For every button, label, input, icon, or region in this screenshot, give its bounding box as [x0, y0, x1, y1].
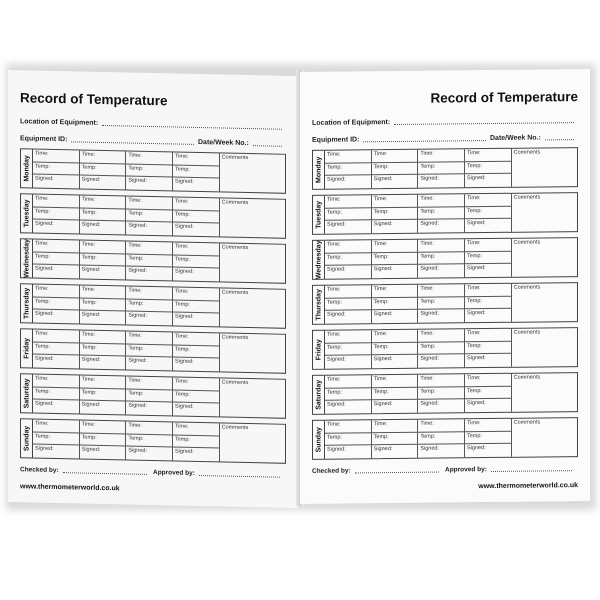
- time-cell[interactable]: Time:: [80, 421, 127, 435]
- time-cell[interactable]: Time:: [126, 376, 173, 390]
- day-block: [312, 327, 578, 370]
- time-cell[interactable]: Time:: [418, 284, 465, 297]
- temp-cell[interactable]: Temp:: [325, 343, 372, 356]
- time-cell[interactable]: Time:: [372, 330, 419, 343]
- signed-cell[interactable]: Signed:: [372, 175, 419, 188]
- time-cell[interactable]: Time:: [80, 331, 127, 345]
- comments-cell[interactable]: Comments: [513, 194, 541, 201]
- day-label: [313, 241, 325, 279]
- time-cell[interactable]: Time:: [465, 284, 512, 297]
- temp-cell[interactable]: Temp:: [372, 342, 419, 355]
- signoff-row: Checked by: Approved by:: [312, 462, 578, 475]
- day-list: [312, 147, 578, 460]
- signed-cell[interactable]: Signed:: [173, 403, 220, 417]
- signed-cell[interactable]: Signed:: [325, 176, 372, 189]
- day-label: [21, 239, 33, 277]
- day-block: [20, 328, 286, 374]
- time-cell[interactable]: Time:: [33, 195, 80, 209]
- time-cell[interactable]: Time:: [173, 287, 220, 301]
- time-cell[interactable]: Time:: [372, 240, 419, 253]
- temp-cell[interactable]: Temp:: [173, 300, 220, 314]
- page-title: Record of Temperature: [430, 89, 578, 106]
- time-cell[interactable]: Time:: [418, 374, 465, 387]
- signed-cell[interactable]: Signed:: [465, 264, 512, 277]
- signed-cell[interactable]: Signed:: [325, 221, 372, 234]
- signed-cell[interactable]: Signed:: [80, 311, 127, 325]
- day-name: Thursday: [315, 289, 322, 321]
- comments-cell[interactable]: Comments: [513, 284, 541, 291]
- temp-cell[interactable]: Temp:: [325, 253, 372, 266]
- approved-input[interactable]: [491, 464, 572, 472]
- signed-cell[interactable]: Signed:: [80, 401, 127, 415]
- signed-cell[interactable]: Signed:: [372, 220, 419, 233]
- day-block: [20, 283, 286, 329]
- time-cell[interactable]: Time:: [33, 330, 80, 344]
- temp-cell[interactable]: Temp:: [126, 254, 173, 268]
- temp-cell[interactable]: Temp:: [80, 388, 127, 402]
- time-cell[interactable]: Time:: [33, 285, 80, 299]
- temp-cell[interactable]: Temp:: [80, 343, 127, 357]
- reading-grid: [33, 240, 285, 283]
- signed-cell[interactable]: Signed:: [465, 174, 512, 187]
- temp-cell[interactable]: Temp:: [465, 386, 512, 399]
- time-cell[interactable]: Time:: [372, 420, 419, 433]
- temp-cell[interactable]: Temp:: [126, 164, 173, 178]
- location-input[interactable]: [394, 116, 574, 125]
- reading-grid: [33, 420, 285, 463]
- time-cell[interactable]: Time:: [173, 332, 220, 346]
- temp-cell[interactable]: Temp:: [80, 208, 127, 222]
- signed-cell[interactable]: Signed:: [465, 354, 512, 367]
- signed-cell[interactable]: Signed:: [418, 220, 465, 233]
- signed-cell[interactable]: Signed:: [80, 266, 127, 280]
- signed-cell[interactable]: Signed:: [33, 445, 80, 459]
- time-cell[interactable]: Time:: [418, 149, 465, 162]
- day-label: [313, 151, 325, 189]
- signed-cell[interactable]: Signed:: [465, 444, 512, 457]
- signed-cell[interactable]: Signed:: [80, 176, 127, 190]
- reading-grid: [325, 418, 577, 459]
- location-input[interactable]: [102, 119, 282, 130]
- comments-cell[interactable]: Comments: [221, 199, 249, 207]
- temp-cell[interactable]: Temp:: [465, 161, 512, 174]
- day-name: Tuesday: [23, 199, 30, 228]
- signed-cell[interactable]: Signed:: [80, 221, 127, 235]
- day-name: Saturday: [315, 379, 322, 410]
- temp-cell[interactable]: Temp:: [33, 252, 80, 266]
- time-cell[interactable]: Time:: [33, 150, 80, 164]
- day-name: Saturday: [23, 378, 30, 409]
- temp-cell[interactable]: Temp:: [173, 165, 220, 179]
- time-cell[interactable]: Time:: [418, 239, 465, 252]
- temp-cell[interactable]: Temp:: [126, 299, 173, 313]
- time-cell[interactable]: Time:: [173, 152, 220, 166]
- comments-cell[interactable]: Comments: [513, 374, 541, 381]
- time-cell[interactable]: Time:: [80, 196, 127, 210]
- comments-cell[interactable]: Comments: [221, 424, 249, 432]
- checked-input[interactable]: [355, 466, 439, 474]
- time-cell[interactable]: Time:: [173, 422, 220, 436]
- temp-cell[interactable]: Temp:: [418, 207, 465, 220]
- temp-cell[interactable]: Temp:: [325, 163, 372, 176]
- temp-cell[interactable]: Temp:: [372, 162, 419, 175]
- signed-cell[interactable]: Signed:: [418, 265, 465, 278]
- temp-cell[interactable]: Temp:: [80, 163, 127, 177]
- equipment-input[interactable]: [71, 135, 194, 145]
- temp-cell[interactable]: Temp:: [325, 208, 372, 221]
- time-cell[interactable]: Time:: [372, 150, 419, 163]
- signed-cell[interactable]: Signed:: [325, 446, 372, 459]
- temp-cell[interactable]: Temp:: [465, 206, 512, 219]
- temp-cell[interactable]: Temp:: [173, 255, 220, 269]
- signed-cell[interactable]: Signed:: [126, 312, 173, 326]
- time-cell[interactable]: Time:: [126, 331, 173, 345]
- time-cell[interactable]: Time:: [80, 151, 127, 165]
- time-cell[interactable]: Time:: [173, 242, 220, 256]
- temp-cell[interactable]: Temp:: [33, 432, 80, 446]
- time-cell[interactable]: Time:: [325, 150, 372, 163]
- location-field: Location of Equipment:: [20, 114, 286, 131]
- signed-cell[interactable]: Signed:: [33, 310, 80, 324]
- reading-grid: [33, 150, 285, 193]
- time-cell[interactable]: Time:: [126, 196, 173, 210]
- comments-cell[interactable]: Comments: [221, 379, 249, 387]
- signed-cell[interactable]: Signed:: [33, 175, 80, 189]
- day-name: Friday: [315, 339, 322, 361]
- approved-input[interactable]: [199, 469, 280, 478]
- day-label: [21, 329, 33, 367]
- time-cell[interactable]: Time:: [325, 285, 372, 298]
- signed-cell[interactable]: Signed:: [465, 399, 512, 412]
- page-title: Record of Temperature: [20, 90, 168, 109]
- reading-grid: [33, 330, 285, 373]
- day-label: [313, 286, 325, 324]
- equipment-input[interactable]: [363, 134, 486, 142]
- temp-cell[interactable]: Temp:: [418, 162, 465, 175]
- time-cell[interactable]: Time:: [173, 377, 220, 391]
- day-block: [20, 373, 286, 419]
- day-name: Monday: [23, 155, 30, 182]
- temp-cell[interactable]: Temp:: [33, 297, 80, 311]
- temp-cell[interactable]: Temp:: [80, 433, 127, 447]
- temp-cell[interactable]: Temp:: [465, 251, 512, 264]
- dateweek-input[interactable]: [253, 139, 282, 147]
- signed-cell[interactable]: Signed:: [418, 175, 465, 188]
- signed-cell[interactable]: Signed:: [325, 311, 372, 324]
- time-cell[interactable]: Time:: [418, 194, 465, 207]
- signed-cell[interactable]: Signed:: [418, 400, 465, 413]
- location-field: Location of Equipment:: [312, 113, 578, 127]
- signed-cell[interactable]: Signed:: [372, 310, 419, 323]
- day-label: [21, 149, 33, 187]
- time-cell[interactable]: Time:: [126, 286, 173, 300]
- temp-cell[interactable]: Temp:: [33, 162, 80, 176]
- time-cell[interactable]: Time:: [173, 197, 220, 211]
- temp-cell[interactable]: Temp:: [126, 389, 173, 403]
- day-block: [312, 417, 578, 460]
- temp-cell[interactable]: Temp:: [465, 296, 512, 309]
- temp-cell[interactable]: Temp:: [173, 345, 220, 359]
- temp-cell[interactable]: Temp:: [126, 209, 173, 223]
- signed-cell[interactable]: Signed:: [33, 400, 80, 414]
- checked-input[interactable]: [63, 466, 147, 475]
- day-block: [312, 282, 578, 325]
- reading-grid: [325, 238, 577, 279]
- signed-cell[interactable]: Signed:: [418, 310, 465, 323]
- time-cell[interactable]: Time:: [325, 240, 372, 253]
- temp-cell[interactable]: Temp:: [325, 388, 372, 401]
- dateweek-input[interactable]: [545, 133, 574, 140]
- reading-grid: [325, 283, 577, 324]
- reading-grid: [33, 285, 285, 328]
- temp-cell[interactable]: Temp:: [372, 207, 419, 220]
- temp-cell[interactable]: Temp:: [126, 434, 173, 448]
- time-cell[interactable]: Time:: [325, 375, 372, 388]
- day-block: [20, 193, 286, 239]
- temp-cell[interactable]: Temp:: [418, 252, 465, 265]
- day-name: Thursday: [23, 287, 30, 320]
- equipment-row: Equipment ID: Date/Week No.:: [20, 131, 286, 148]
- temp-cell[interactable]: Temp:: [465, 341, 512, 354]
- signed-cell[interactable]: Signed:: [465, 309, 512, 322]
- day-label: [21, 284, 33, 322]
- signed-cell[interactable]: Signed:: [325, 401, 372, 414]
- signed-cell[interactable]: Signed:: [173, 268, 220, 282]
- reading-grid: [33, 195, 285, 238]
- signed-cell[interactable]: Signed:: [33, 265, 80, 279]
- day-label: [21, 194, 33, 232]
- day-block: [20, 148, 286, 194]
- right-page: [300, 69, 590, 504]
- time-cell[interactable]: Time:: [465, 194, 512, 207]
- signed-cell[interactable]: Signed:: [126, 177, 173, 191]
- signed-cell[interactable]: Signed:: [418, 355, 465, 368]
- temp-cell[interactable]: Temp:: [372, 252, 419, 265]
- temp-cell[interactable]: Temp:: [173, 210, 220, 224]
- temp-cell[interactable]: Temp:: [126, 344, 173, 358]
- day-label: [313, 196, 325, 234]
- signed-cell[interactable]: Signed:: [80, 356, 127, 370]
- temp-cell[interactable]: Temp:: [372, 387, 419, 400]
- signed-cell[interactable]: Signed:: [325, 356, 372, 369]
- website-url: www.thermometerworld.co.uk: [478, 482, 578, 491]
- day-name: Tuesday: [315, 200, 322, 229]
- comments-cell[interactable]: Comments: [513, 239, 541, 246]
- signed-cell[interactable]: Signed:: [173, 448, 220, 462]
- time-cell[interactable]: Time:: [465, 149, 512, 162]
- signed-cell[interactable]: Signed:: [325, 266, 372, 279]
- signed-cell[interactable]: Signed:: [126, 222, 173, 236]
- comments-cell[interactable]: Comments: [221, 334, 249, 342]
- time-cell[interactable]: Time:: [33, 375, 80, 389]
- time-cell[interactable]: Time:: [465, 374, 512, 387]
- left-page: [8, 70, 298, 508]
- signed-cell[interactable]: Signed:: [372, 445, 419, 458]
- signed-cell[interactable]: Signed:: [33, 355, 80, 369]
- day-list: [20, 148, 286, 464]
- temp-cell[interactable]: Temp:: [465, 431, 512, 444]
- temp-cell[interactable]: Temp:: [418, 342, 465, 355]
- signed-cell[interactable]: Signed:: [126, 402, 173, 416]
- reading-grid: [33, 375, 285, 418]
- day-block: [20, 418, 286, 464]
- day-name: Wednesday: [23, 238, 30, 278]
- day-label: [21, 374, 33, 412]
- comments-cell[interactable]: Comments: [221, 154, 249, 162]
- signed-cell[interactable]: Signed:: [173, 178, 220, 192]
- comments-cell[interactable]: Comments: [513, 329, 541, 336]
- signed-cell[interactable]: Signed:: [173, 313, 220, 327]
- time-cell[interactable]: Time:: [33, 240, 80, 254]
- temp-cell[interactable]: Temp:: [80, 253, 127, 267]
- signed-cell[interactable]: Signed:: [173, 358, 220, 372]
- signed-cell[interactable]: Signed:: [372, 265, 419, 278]
- day-label: [313, 421, 325, 459]
- time-cell[interactable]: Time:: [80, 241, 127, 255]
- day-name: Sunday: [315, 427, 322, 453]
- signed-cell[interactable]: Signed:: [418, 445, 465, 458]
- comments-cell[interactable]: Comments: [221, 289, 249, 297]
- day-name: Monday: [315, 156, 322, 184]
- temp-cell[interactable]: Temp:: [418, 432, 465, 445]
- day-label: [313, 376, 325, 414]
- signed-cell[interactable]: Signed:: [126, 447, 173, 461]
- temp-cell[interactable]: Temp:: [418, 387, 465, 400]
- temp-cell[interactable]: Temp:: [325, 433, 372, 446]
- reading-grid: [325, 373, 577, 414]
- signed-cell[interactable]: Signed:: [465, 219, 512, 232]
- temp-cell[interactable]: Temp:: [33, 342, 80, 356]
- temp-cell[interactable]: Temp:: [80, 298, 127, 312]
- day-label: [21, 419, 33, 457]
- time-cell[interactable]: Time:: [126, 151, 173, 165]
- time-cell[interactable]: Time:: [80, 286, 127, 300]
- temp-cell[interactable]: Temp:: [173, 390, 220, 404]
- reading-grid: [325, 148, 577, 189]
- temp-cell[interactable]: Temp:: [33, 207, 80, 221]
- comments-cell[interactable]: Comments: [221, 244, 249, 252]
- day-name: Friday: [23, 337, 30, 359]
- signed-cell[interactable]: Signed:: [372, 400, 419, 413]
- day-name: Wednesday: [315, 240, 322, 280]
- temp-cell[interactable]: Temp:: [418, 297, 465, 310]
- day-block: [312, 192, 578, 235]
- time-cell[interactable]: Time:: [465, 239, 512, 252]
- time-cell[interactable]: Time:: [418, 419, 465, 432]
- time-cell[interactable]: Time:: [372, 195, 419, 208]
- time-cell[interactable]: Time:: [126, 241, 173, 255]
- day-name: Sunday: [23, 425, 30, 452]
- time-cell[interactable]: Time:: [372, 375, 419, 388]
- time-cell[interactable]: Time:: [325, 420, 372, 433]
- signoff-row: Checked by: Approved by:: [20, 463, 286, 479]
- signed-cell[interactable]: Signed:: [126, 357, 173, 371]
- comments-cell[interactable]: Comments: [513, 149, 541, 156]
- signed-cell[interactable]: Signed:: [126, 267, 173, 281]
- day-block: [312, 237, 578, 280]
- signed-cell[interactable]: Signed:: [33, 220, 80, 234]
- day-label: [313, 331, 325, 369]
- temp-cell[interactable]: Temp:: [325, 298, 372, 311]
- time-cell[interactable]: Time:: [465, 419, 512, 432]
- time-cell[interactable]: Time:: [126, 421, 173, 435]
- temp-cell[interactable]: Temp:: [33, 387, 80, 401]
- temp-cell[interactable]: Temp:: [173, 435, 220, 449]
- time-cell[interactable]: Time:: [33, 420, 80, 434]
- time-cell[interactable]: Time:: [325, 195, 372, 208]
- day-block: [20, 238, 286, 284]
- signed-cell[interactable]: Signed:: [372, 355, 419, 368]
- day-block: [312, 372, 578, 415]
- day-block: [312, 147, 578, 190]
- temp-cell[interactable]: Temp:: [372, 297, 419, 310]
- signed-cell[interactable]: Signed:: [173, 223, 220, 237]
- signed-cell[interactable]: Signed:: [80, 446, 127, 460]
- equipment-row: Equipment ID: Date/Week No.:: [312, 130, 578, 144]
- website-url: www.thermometerworld.co.uk: [20, 483, 120, 493]
- time-cell[interactable]: Time:: [465, 329, 512, 342]
- reading-grid: [325, 328, 577, 369]
- reading-grid: [325, 193, 577, 234]
- time-cell[interactable]: Time:: [325, 330, 372, 343]
- comments-cell[interactable]: Comments: [513, 419, 541, 426]
- time-cell[interactable]: Time:: [80, 376, 127, 390]
- time-cell[interactable]: Time:: [418, 329, 465, 342]
- temp-cell[interactable]: Temp:: [372, 432, 419, 445]
- time-cell[interactable]: Time:: [372, 285, 419, 298]
